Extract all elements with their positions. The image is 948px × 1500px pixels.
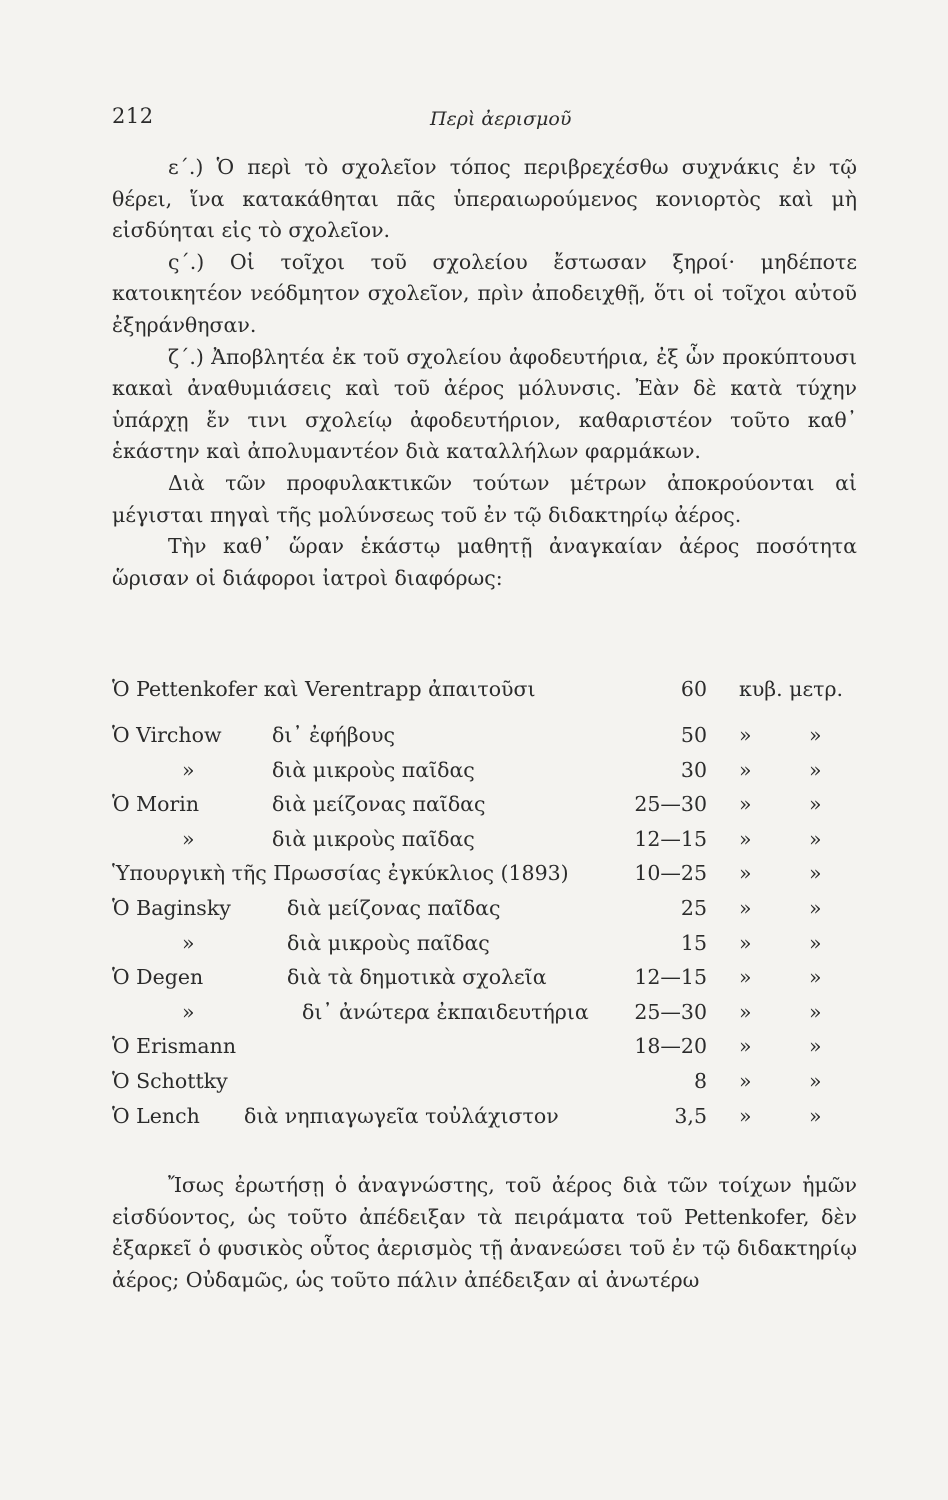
- row-ditto: »: [809, 999, 822, 1024]
- row-ditto: »: [809, 895, 822, 920]
- row-name: Ὑπουργικὴ τῆς Πρωσσίας ἐγκύκλιος (1893): [112, 861, 569, 886]
- row-desc: διὰ μικροὺς παῖδας: [272, 757, 475, 782]
- page-number: 212: [112, 104, 154, 128]
- row-ditto: »: [739, 757, 752, 782]
- table-row-pettenkofer: [112, 672, 857, 707]
- row-name: »: [182, 826, 195, 851]
- table-row: [112, 960, 857, 995]
- row-ditto: »: [809, 1103, 822, 1128]
- row-value: 12—15: [634, 826, 707, 851]
- table-row: [112, 926, 857, 961]
- row-value: 25: [680, 895, 707, 920]
- paragraph-closing: Ἴσως ἐρωτήσῃ ὁ ἀναγνώστης, τοῦ ἀέρος διὰ τῶν τοίχων ἡμῶν εἰσδύοντος, ὡς τοῦτο ἀπέδειξαν τὰ πειράματα τοῦ Pettenkofer, δὲν ἐξαρκεῖ ὁ φυσικὸς οὗτος ἀερισμὸς τῇ ἀνανεώσει τοῦ ἐν τῷ διδακτηρίῳ ἀέρος; Οὐδαμῶς, ὡς τοῦτο πάλιν ἀπέδειξαν αἱ ἀνωτέρω: [112, 1173, 857, 1292]
- paragraph-item-e: ε΄.) Ὁ περὶ τὸ σχολεῖον τόπος περιβρεχέσθω συχνάκις ἐν τῷ θέρει, ἵνα κατακάθηται πᾶς ὑπεραιωρούμενος κονιορτὸς καὶ μὴ εἰσδύηται εἰς τὸ σχολεῖον.: [112, 155, 857, 243]
- row-value: 25—30: [634, 999, 707, 1024]
- closing-text: [112, 1170, 857, 1296]
- row-name: Ὁ Pettenkofer καὶ Verentrapp ἀπαιτοῦσι: [112, 677, 536, 701]
- row-value: 60: [680, 677, 707, 701]
- row-value: 18—20: [634, 1034, 707, 1059]
- row-ditto: »: [739, 930, 752, 955]
- paragraph-item-z: ζ΄.) Ἀποβλητέα ἐκ τοῦ σχολείου ἀφοδευτήρια, ἐξ ὧν προκύπτουσι κακαὶ ἀναθυμιάσεις καὶ τοῦ ἀέρος μόλυνσις. Ἐὰν δὲ κατὰ τύχην ὑπάρχῃ ἔν τινι σχολείῳ ἀφοδευτήριον, καθαριστέον τοῦτο καθ᾽ ἑκάστην καὶ ἀπολυμαντέον διὰ καταλλήλων φαρμάκων.: [112, 344, 857, 464]
- row-desc: διὰ μείζονας παῖδας: [287, 895, 501, 920]
- row-desc: διὰ μείζονας παῖδας: [272, 792, 486, 817]
- row-value: 25—30: [634, 792, 707, 817]
- row-ditto: »: [809, 965, 822, 990]
- row-value: 50: [680, 723, 707, 747]
- row-name: Ὁ Baginsky: [112, 895, 231, 920]
- row-name: Ὁ Lench: [112, 1103, 200, 1128]
- row-ditto: »: [739, 861, 752, 886]
- paragraph-item-st: ς΄.) Οἱ τοῖχοι τοῦ σχολείου ἔστωσαν ξηροί· μηδέποτε κατοικητέον νεόδμητον σχολεῖον, πρὶν ἀποδειχθῇ, ὅτι οἱ τοῖχοι αὐτοῦ ἐξηράνθησαν.: [112, 249, 857, 337]
- row-ditto: »: [809, 1034, 822, 1059]
- body-text: [112, 152, 857, 594]
- row-ditto: »: [809, 757, 822, 782]
- row-name: Ὁ Erismann: [112, 1034, 237, 1059]
- row-ditto: »: [739, 826, 752, 851]
- row-ditto: »: [739, 1068, 752, 1093]
- row-desc: διὰ νηπιαγωγεῖα τοὐλάχιστον: [244, 1103, 559, 1128]
- row-desc: διὰ μικροὺς παῖδας: [272, 826, 475, 851]
- row-ditto: »: [739, 1103, 752, 1128]
- row-name: Ὁ Schottky: [112, 1068, 228, 1093]
- table-row: [112, 718, 857, 753]
- row-ditto: »: [739, 792, 752, 817]
- table-row: [112, 1029, 857, 1064]
- table-row: [112, 753, 857, 788]
- row-ditto: »: [809, 792, 822, 817]
- row-ditto: »: [739, 965, 752, 990]
- row-desc: δι᾽ ἐφήβους: [272, 723, 395, 747]
- row-unit: κυβ. μετρ.: [739, 677, 844, 701]
- table-row: [112, 891, 857, 926]
- row-value: 30: [680, 757, 707, 782]
- paragraph-air-quantity: Τὴν καθ᾽ ὥραν ἑκάστῳ μαθητῇ ἀναγκαίαν ἀέρος ποσότητα ὥρισαν οἱ διάφοροι ἰατροὶ διαφόρως:: [112, 534, 857, 590]
- row-value: 8: [693, 1068, 707, 1093]
- row-ditto: »: [809, 826, 822, 851]
- table-row: [112, 1064, 857, 1099]
- table-row: [112, 787, 857, 822]
- table-row: [112, 856, 857, 891]
- row-ditto: »: [739, 999, 752, 1024]
- row-name: Ὁ Morin: [112, 792, 200, 817]
- paragraph-prophylactic: Διὰ τῶν προφυλακτικῶν τούτων μέτρων ἀποκρούονται αἱ μέγισται πηγαὶ τῆς μολύνσεως τοῦ ἐν τῷ διδακτηρίῳ ἀέρος.: [112, 470, 857, 527]
- air-volume-table: [112, 718, 857, 1133]
- row-value: 15: [680, 930, 707, 955]
- row-name: »: [182, 757, 195, 782]
- row-value: 10—25: [634, 861, 707, 886]
- table-row: [112, 1099, 857, 1134]
- row-name: Ὁ Virchow: [112, 723, 222, 747]
- row-ditto: »: [809, 723, 822, 747]
- row-ditto: »: [809, 1068, 822, 1093]
- row-desc: δι᾽ ἀνώτερα ἐκπαιδευτήρια: [302, 999, 589, 1024]
- row-ditto: »: [739, 723, 752, 747]
- row-name: »: [182, 999, 195, 1024]
- row-name: Ὁ Degen: [112, 965, 204, 990]
- table-row: [112, 995, 857, 1030]
- row-desc: διὰ μικροὺς παῖδας: [287, 930, 490, 955]
- table-row: [112, 822, 857, 857]
- row-ditto: »: [739, 895, 752, 920]
- row-value: 12—15: [634, 965, 707, 990]
- row-desc: διὰ τὰ δημοτικὰ σχολεῖα: [287, 965, 547, 990]
- row-value: 3,5: [674, 1103, 707, 1128]
- running-head: Περὶ ἀερισμοῦ: [430, 108, 572, 130]
- row-ditto: »: [739, 1034, 752, 1059]
- row-ditto: »: [809, 930, 822, 955]
- row-name: »: [182, 930, 195, 955]
- row-ditto: »: [809, 861, 822, 886]
